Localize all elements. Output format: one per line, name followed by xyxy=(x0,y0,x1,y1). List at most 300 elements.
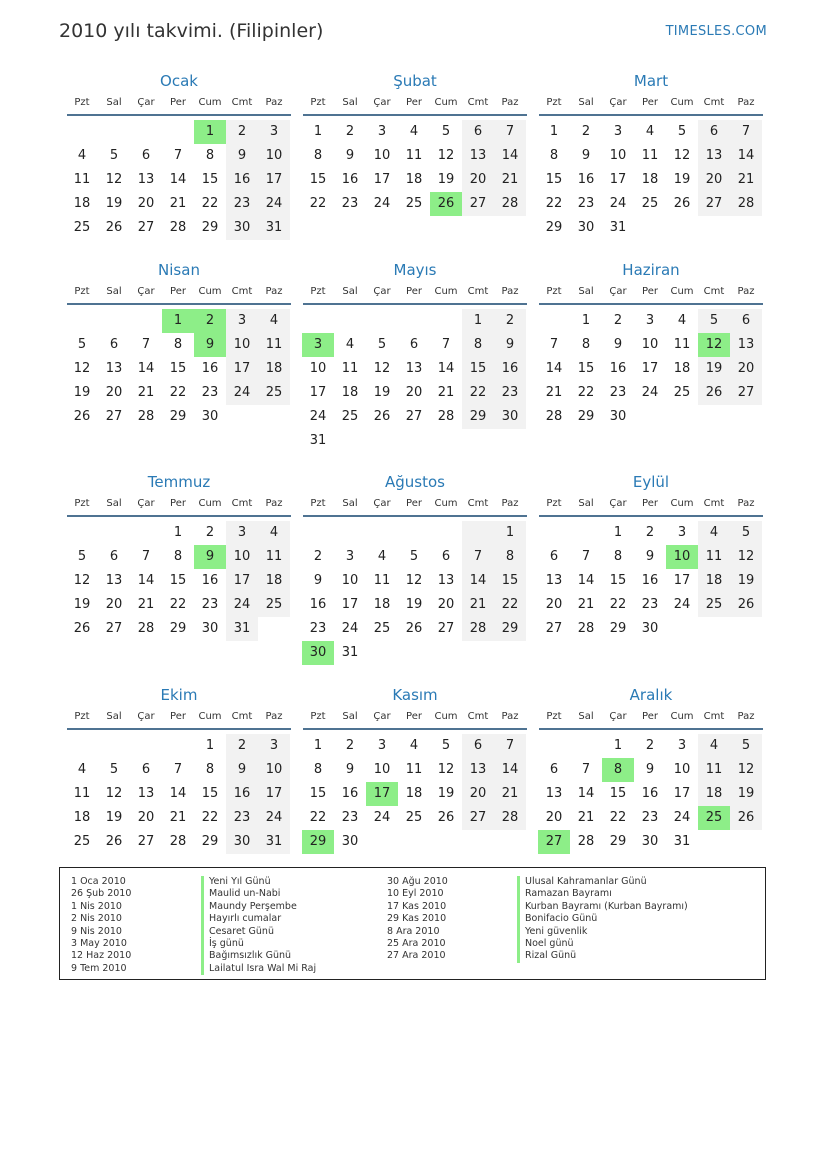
calendar-day: 26 xyxy=(705,385,723,400)
calendar-day: 15 xyxy=(169,573,187,588)
calendar-day: 1 xyxy=(613,738,623,753)
calendar-day: 17 xyxy=(233,573,251,588)
weekday-header: Çar xyxy=(137,286,155,297)
calendar-day: 31 xyxy=(609,220,627,235)
calendar-day: 15 xyxy=(609,786,627,801)
weekday-header: Çar xyxy=(609,97,627,108)
legend-date: 9 Tem 2010 xyxy=(71,962,127,974)
calendar-day: 26 xyxy=(105,834,123,849)
calendar-day: 20 xyxy=(469,786,487,801)
calendar-day: 2 xyxy=(313,549,323,564)
calendar-day: 16 xyxy=(501,361,519,376)
calendar-day: 26 xyxy=(73,409,91,424)
weekday-header: Çar xyxy=(137,97,155,108)
calendar-day: 19 xyxy=(705,361,723,376)
header-rule xyxy=(303,728,527,730)
calendar-day: 18 xyxy=(405,172,423,187)
weekday-header: Cum xyxy=(434,97,458,108)
calendar-day: 26 xyxy=(373,409,391,424)
calendar-day: 6 xyxy=(109,549,119,564)
calendar-day: 28 xyxy=(169,834,187,849)
calendar-day: 12 xyxy=(405,573,423,588)
calendar-day: 23 xyxy=(201,597,219,612)
calendar-day: 21 xyxy=(501,172,519,187)
month-name: Şubat xyxy=(393,72,437,90)
calendar-day: 5 xyxy=(77,549,87,564)
legend-holiday-name: Noel günü xyxy=(517,938,688,950)
header-rule xyxy=(67,114,291,116)
calendar-day: 1 xyxy=(473,313,483,328)
calendar-day: 25 xyxy=(73,834,91,849)
legend-date: 9 Nis 2010 xyxy=(71,925,122,937)
calendar-day: 8 xyxy=(313,762,323,777)
calendar-day: 19 xyxy=(737,786,755,801)
calendar-day: 1 xyxy=(613,525,623,540)
calendar-day: 8 xyxy=(473,337,483,352)
legend-date: 1 Nis 2010 xyxy=(71,900,122,912)
calendar-day: 4 xyxy=(645,124,655,139)
calendar-day: 3 xyxy=(377,738,387,753)
calendar-day: 19 xyxy=(105,196,123,211)
weekday-header: Sal xyxy=(578,97,594,108)
calendar-day: 30 xyxy=(201,409,219,424)
legend-date: 12 Haz 2010 xyxy=(71,950,132,962)
calendar-day: 7 xyxy=(741,124,751,139)
calendar-day: 20 xyxy=(705,172,723,187)
calendar-day: 14 xyxy=(737,148,755,163)
calendar-day: 6 xyxy=(549,549,559,564)
weekday-header: Pzt xyxy=(74,97,90,108)
weekday-header: Per xyxy=(642,711,658,722)
calendar-day: 4 xyxy=(409,124,419,139)
legend-holiday-name: Yeni güvenlik xyxy=(517,926,688,938)
legend-date: 2 Nis 2010 xyxy=(71,913,122,925)
legend-date: 29 Kas 2010 xyxy=(387,913,447,925)
weekday-header: Cum xyxy=(198,498,222,509)
calendar-day: 13 xyxy=(737,337,755,352)
legend-date: 1 Oca 2010 xyxy=(71,876,126,887)
calendar-day: 11 xyxy=(73,172,91,187)
header-rule xyxy=(303,114,527,116)
header-rule xyxy=(303,303,527,305)
calendar-day: 16 xyxy=(341,172,359,187)
calendar-day: 18 xyxy=(405,786,423,801)
calendar-day: 29 xyxy=(169,409,187,424)
calendar-day: 10 xyxy=(673,762,691,777)
calendar-day: 27 xyxy=(705,196,723,211)
calendar-day: 4 xyxy=(269,313,279,328)
calendar-day: 16 xyxy=(201,573,219,588)
calendar-day: 22 xyxy=(501,597,519,612)
calendar-day: 11 xyxy=(373,573,391,588)
calendar-day: 14 xyxy=(545,361,563,376)
calendar-day: 21 xyxy=(137,597,155,612)
calendar-day: 12 xyxy=(673,148,691,163)
calendar-day: 14 xyxy=(137,361,155,376)
calendar-day: 20 xyxy=(137,810,155,825)
calendar-day: 22 xyxy=(609,597,627,612)
calendar-day: 31 xyxy=(265,220,283,235)
weekday-header: Cum xyxy=(198,97,222,108)
calendar-day: 3 xyxy=(377,124,387,139)
calendar-day: 22 xyxy=(577,385,595,400)
weekday-header: Cum xyxy=(198,711,222,722)
calendar-day: 2 xyxy=(613,313,623,328)
calendar-day: 20 xyxy=(137,196,155,211)
calendar-day: 2 xyxy=(205,525,215,540)
calendar-day: 9 xyxy=(505,337,515,352)
calendar-day: 17 xyxy=(341,597,359,612)
calendar-day: 21 xyxy=(437,385,455,400)
calendar-day: 26 xyxy=(737,810,755,825)
calendar-day: 29 xyxy=(501,621,519,636)
weekday-header: Per xyxy=(170,97,186,108)
calendar-day: 7 xyxy=(141,337,151,352)
calendar-day: 25 xyxy=(265,385,283,400)
calendar-day: 25 xyxy=(265,597,283,612)
calendar-day: 28 xyxy=(137,409,155,424)
calendar-day: 25 xyxy=(705,597,723,612)
calendar-day: 25 xyxy=(73,220,91,235)
calendar-day: 7 xyxy=(473,549,483,564)
calendar-day: 6 xyxy=(141,762,151,777)
calendar-day: 11 xyxy=(405,762,423,777)
calendar-day: 17 xyxy=(609,172,627,187)
calendar-day: 19 xyxy=(405,597,423,612)
calendar-day: 17 xyxy=(373,172,391,187)
calendar-day: 9 xyxy=(345,148,355,163)
calendar-day: 31 xyxy=(265,834,283,849)
month-name: Ocak xyxy=(160,72,198,90)
calendar-day: 7 xyxy=(505,124,515,139)
calendar-day: 10 xyxy=(265,762,283,777)
calendar-day: 29 xyxy=(609,621,627,636)
calendar-day: 20 xyxy=(105,385,123,400)
weekday-header: Pzt xyxy=(546,711,562,722)
calendar-day: 30 xyxy=(233,220,251,235)
calendar-day: 5 xyxy=(377,337,387,352)
calendar-day: 3 xyxy=(237,525,247,540)
calendar-day: 16 xyxy=(641,573,659,588)
month-name: Ağustos xyxy=(385,473,445,491)
calendar-day: 24 xyxy=(233,597,251,612)
legend-holiday-name: Maundy Perşembe xyxy=(201,901,316,913)
calendar-day: 13 xyxy=(469,148,487,163)
month-name: Nisan xyxy=(158,261,200,279)
calendar-day: 14 xyxy=(501,148,519,163)
weekday-header: Per xyxy=(642,97,658,108)
header-rule xyxy=(539,303,763,305)
weekday-header: Per xyxy=(170,711,186,722)
calendar-day: 12 xyxy=(105,172,123,187)
weekday-header: Cmt xyxy=(231,97,253,108)
calendar-day: 27 xyxy=(105,621,123,636)
calendar-day: 6 xyxy=(409,337,419,352)
calendar-day: 24 xyxy=(373,196,391,211)
calendar-day: 17 xyxy=(309,385,327,400)
calendar-day: 18 xyxy=(265,573,283,588)
calendar-day: 27 xyxy=(137,834,155,849)
calendar-day: 26 xyxy=(673,196,691,211)
calendar-day: 1 xyxy=(505,525,515,540)
calendar-day: 27 xyxy=(469,196,487,211)
calendar-day: 23 xyxy=(201,385,219,400)
calendar-day: 30 xyxy=(233,834,251,849)
calendar-day: 4 xyxy=(709,738,719,753)
calendar-day: 6 xyxy=(441,549,451,564)
calendar-day: 23 xyxy=(641,597,659,612)
weekday-header: Per xyxy=(406,498,422,509)
legend-date: 3 May 2010 xyxy=(71,937,127,949)
calendar-day: 14 xyxy=(469,573,487,588)
calendar-day: 28 xyxy=(469,621,487,636)
calendar-day: 5 xyxy=(441,738,451,753)
legend-holiday-name: Cesaret Günü xyxy=(201,926,316,938)
calendar-day: 28 xyxy=(501,196,519,211)
calendar-day: 13 xyxy=(405,361,423,376)
weekday-header: Cmt xyxy=(231,498,253,509)
calendar-day: 30 xyxy=(501,409,519,424)
calendar-day: 15 xyxy=(545,172,563,187)
weekday-header: Çar xyxy=(373,286,391,297)
weekday-header: Pzt xyxy=(310,498,326,509)
calendar-day: 14 xyxy=(137,573,155,588)
calendar-day: 11 xyxy=(405,148,423,163)
legend-holiday-name: Ulusal Kahramanlar Günü xyxy=(517,876,688,888)
calendar-day: 2 xyxy=(345,738,355,753)
weekday-header: Sal xyxy=(106,498,122,509)
calendar-day: 9 xyxy=(645,549,655,564)
calendar-day: 2 xyxy=(645,525,655,540)
calendar-day: 6 xyxy=(709,124,719,139)
header-rule xyxy=(67,728,291,730)
weekday-header: Cum xyxy=(434,498,458,509)
calendar-day: 8 xyxy=(173,337,183,352)
legend-dates-col-2 xyxy=(387,876,448,963)
calendar-day: 8 xyxy=(581,337,591,352)
calendar-day: 9 xyxy=(345,762,355,777)
legend-holiday-name: Bağımsızlık Günü xyxy=(201,950,316,962)
calendar-day: 5 xyxy=(109,762,119,777)
calendar-day: 13 xyxy=(437,573,455,588)
calendar-day: 6 xyxy=(141,148,151,163)
calendar-day: 22 xyxy=(469,385,487,400)
legend-holiday-name: İş günü xyxy=(201,938,316,950)
calendar-day: 23 xyxy=(233,196,251,211)
calendar-day: 16 xyxy=(341,786,359,801)
calendar-day: 22 xyxy=(169,597,187,612)
calendar-day: 1 xyxy=(581,313,591,328)
calendar-day: 23 xyxy=(577,196,595,211)
calendar-day: 15 xyxy=(577,361,595,376)
calendar-day: 9 xyxy=(613,337,623,352)
weekday-header: Sal xyxy=(106,711,122,722)
calendar-day: 14 xyxy=(577,573,595,588)
calendar-day: 7 xyxy=(173,148,183,163)
weekday-header: Çar xyxy=(609,711,627,722)
month-name: Ekim xyxy=(160,686,198,704)
header-rule xyxy=(67,515,291,517)
legend-date: 30 Ağu 2010 xyxy=(387,876,448,887)
weekday-header: Çar xyxy=(373,97,391,108)
month-name: Haziran xyxy=(622,261,680,279)
calendar-day: 11 xyxy=(265,549,283,564)
weekday-header: Sal xyxy=(578,286,594,297)
calendar-day: 20 xyxy=(405,385,423,400)
calendar-day: 7 xyxy=(141,549,151,564)
calendar-day: 15 xyxy=(501,573,519,588)
weekday-header: Sal xyxy=(578,498,594,509)
calendar-day: 13 xyxy=(469,762,487,777)
calendar-day: 16 xyxy=(641,786,659,801)
calendar-day: 7 xyxy=(505,738,515,753)
calendar-day: 15 xyxy=(169,361,187,376)
calendar-day: 21 xyxy=(577,810,595,825)
calendar-day: 3 xyxy=(269,124,279,139)
calendar-day: 24 xyxy=(609,196,627,211)
calendar-day: 24 xyxy=(233,385,251,400)
weekday-header: Çar xyxy=(373,498,391,509)
calendar-day: 9 xyxy=(237,762,247,777)
calendar-day: 28 xyxy=(737,196,755,211)
calendar-day: 5 xyxy=(709,313,719,328)
calendar-day: 5 xyxy=(77,337,87,352)
weekday-header: Pzt xyxy=(546,498,562,509)
month-name: Kasım xyxy=(392,686,438,704)
calendar-day: 11 xyxy=(705,549,723,564)
site-link[interactable]: TIMESLES.COM xyxy=(665,24,767,39)
calendar-day: 7 xyxy=(173,762,183,777)
calendar-day: 15 xyxy=(309,786,327,801)
calendar-day: 25 xyxy=(673,385,691,400)
weekday-header: Cmt xyxy=(703,97,725,108)
holiday-day: 3 xyxy=(302,333,334,357)
calendar-day: 4 xyxy=(77,762,87,777)
calendar-day: 14 xyxy=(169,172,187,187)
legend-date: 26 Şub 2010 xyxy=(71,888,132,900)
calendar-day: 9 xyxy=(313,573,323,588)
calendar-day: 3 xyxy=(645,313,655,328)
calendar-day: 18 xyxy=(265,361,283,376)
calendar-day: 12 xyxy=(73,573,91,588)
weekday-header: Pzt xyxy=(546,286,562,297)
calendar-day: 3 xyxy=(269,738,279,753)
calendar-day: 1 xyxy=(313,124,323,139)
calendar-day: 12 xyxy=(373,361,391,376)
calendar-day: 17 xyxy=(673,786,691,801)
legend-names-col-1 xyxy=(201,876,316,975)
calendar-day: 24 xyxy=(641,385,659,400)
calendar-day: 18 xyxy=(705,573,723,588)
calendar-day: 10 xyxy=(373,148,391,163)
calendar-day: 17 xyxy=(265,172,283,187)
weekday-header: Cmt xyxy=(703,286,725,297)
calendar-day: 8 xyxy=(549,148,559,163)
weekday-header: Pzt xyxy=(74,286,90,297)
calendar-day: 20 xyxy=(437,597,455,612)
calendar-day: 19 xyxy=(673,172,691,187)
calendar-day: 21 xyxy=(169,196,187,211)
weekday-header: Çar xyxy=(373,711,391,722)
weekday-header: Cum xyxy=(670,286,694,297)
calendar-day: 16 xyxy=(201,361,219,376)
calendar-day: 9 xyxy=(237,148,247,163)
calendar-day: 11 xyxy=(705,762,723,777)
calendar-day: 3 xyxy=(237,313,247,328)
calendar-day: 3 xyxy=(345,549,355,564)
legend-holiday-name: Ramazan Bayramı xyxy=(517,888,688,900)
calendar-day: 4 xyxy=(377,549,387,564)
calendar-day: 12 xyxy=(737,549,755,564)
legend-holiday-name: Hayırlı cumalar xyxy=(201,913,316,925)
weekday-header: Cum xyxy=(670,97,694,108)
calendar-day: 22 xyxy=(201,810,219,825)
calendar-day: 18 xyxy=(673,361,691,376)
calendar-day: 11 xyxy=(641,148,659,163)
holiday-day: 1 xyxy=(194,120,226,144)
calendar-day: 21 xyxy=(737,172,755,187)
calendar-day: 10 xyxy=(373,762,391,777)
weekday-header: Per xyxy=(642,286,658,297)
calendar-day: 27 xyxy=(137,220,155,235)
calendar-day: 16 xyxy=(233,786,251,801)
calendar-day: 30 xyxy=(341,834,359,849)
calendar-day: 2 xyxy=(237,124,247,139)
holiday-day: 9 xyxy=(194,333,226,357)
calendar-day: 25 xyxy=(641,196,659,211)
calendar-day: 18 xyxy=(341,385,359,400)
calendar-day: 29 xyxy=(469,409,487,424)
calendar-day: 9 xyxy=(645,762,655,777)
holiday-day: 9 xyxy=(194,545,226,569)
legend-names-col-2 xyxy=(517,876,688,963)
legend-holiday-name: Kurban Bayramı (Kurban Bayramı) xyxy=(517,901,688,913)
weekday-header: Paz xyxy=(265,286,283,297)
weekday-header: Paz xyxy=(501,97,519,108)
calendar-day: 10 xyxy=(233,337,251,352)
calendar-day: 15 xyxy=(609,573,627,588)
calendar-day: 10 xyxy=(341,573,359,588)
calendar-day: 4 xyxy=(677,313,687,328)
weekday-header: Pzt xyxy=(310,97,326,108)
weekday-header: Çar xyxy=(609,498,627,509)
calendar-day: 30 xyxy=(641,834,659,849)
legend-dates-col-1 xyxy=(71,876,131,975)
weekday-header: Cmt xyxy=(467,97,489,108)
weekday-header: Cmt xyxy=(231,711,253,722)
calendar-day: 7 xyxy=(441,337,451,352)
calendar-day: 22 xyxy=(545,196,563,211)
holiday-day: 17 xyxy=(366,782,398,806)
weekday-header: Sal xyxy=(106,286,122,297)
weekday-header: Çar xyxy=(609,286,627,297)
calendar-day: 31 xyxy=(673,834,691,849)
holiday-day: 25 xyxy=(698,806,730,830)
calendar-day: 3 xyxy=(677,525,687,540)
weekday-header: Per xyxy=(170,498,186,509)
calendar-day: 12 xyxy=(73,361,91,376)
calendar-day: 24 xyxy=(341,621,359,636)
calendar-day: 13 xyxy=(137,172,155,187)
calendar-day: 22 xyxy=(169,385,187,400)
calendar-day: 5 xyxy=(441,124,451,139)
calendar-day: 4 xyxy=(345,337,355,352)
legend-date: 10 Eyl 2010 xyxy=(387,888,444,900)
weekday-header: Çar xyxy=(137,498,155,509)
calendar-day: 20 xyxy=(105,597,123,612)
calendar-day: 27 xyxy=(437,621,455,636)
calendar-day: 24 xyxy=(265,196,283,211)
